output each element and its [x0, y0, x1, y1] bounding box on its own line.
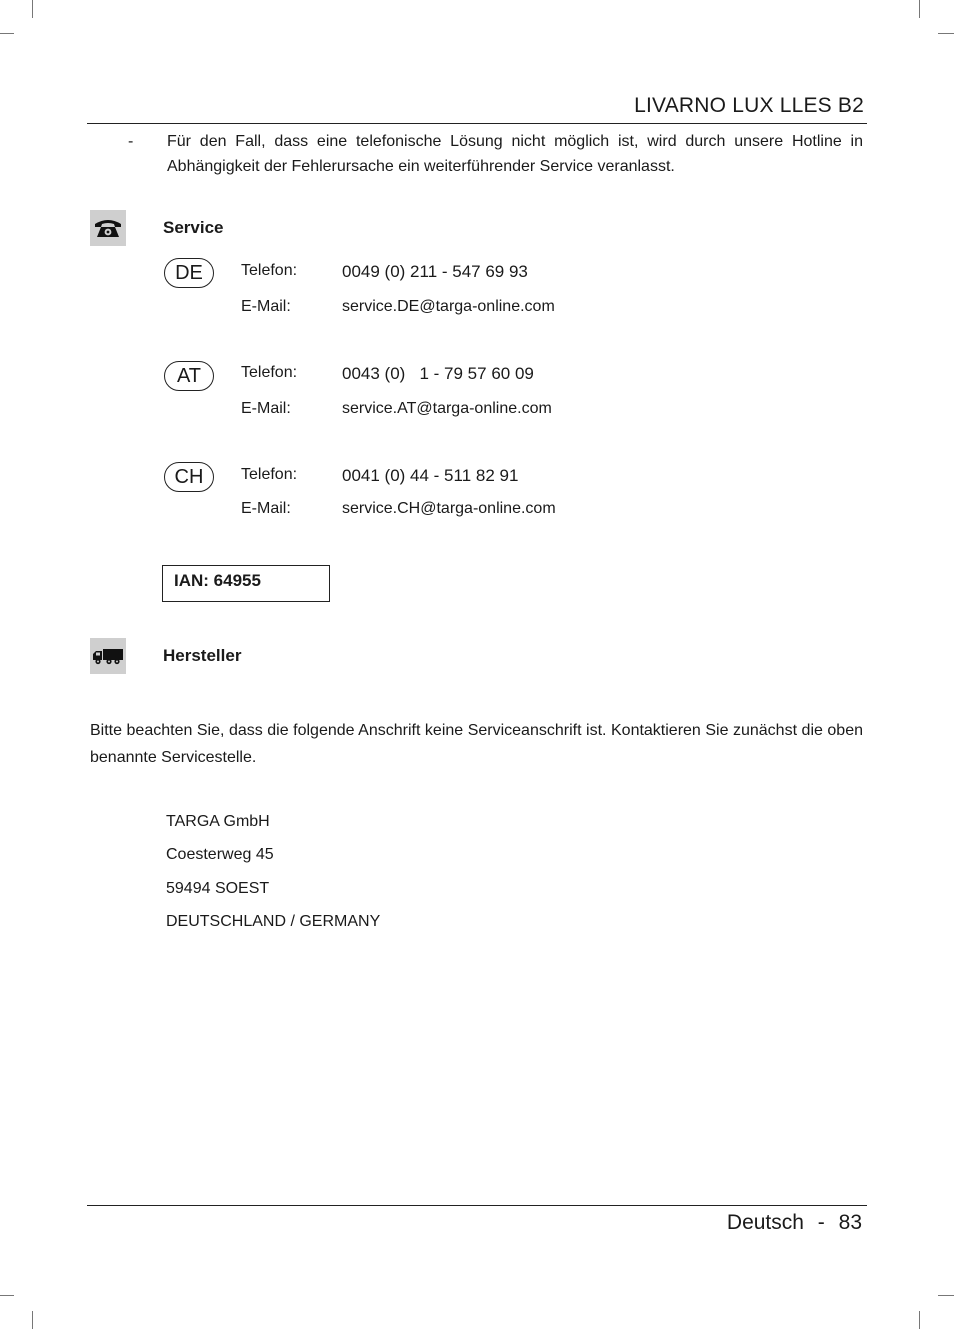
country-badge-at: AT: [164, 361, 214, 391]
crop-mark: [0, 33, 14, 34]
footer-rule: [87, 1205, 867, 1206]
phone-number-at: 0043 (0) 1 - 79 57 60 09: [342, 364, 534, 383]
crop-mark: [938, 1295, 954, 1296]
email-label: E-Mail:: [241, 500, 291, 517]
crop-mark: [919, 1311, 920, 1329]
phone-label: Telefon:: [241, 262, 298, 279]
telephone-icon: [90, 210, 126, 246]
ian-box: [162, 565, 330, 602]
manufacturer-note: Bitte beachten Sie, dass die folgende Anschrift keine Serviceanschrift ist. Kontaktieren Sie zunächst die oben benannte Servicestelle.: [90, 722, 863, 766]
manufacturer-title: Hersteller: [163, 646, 242, 665]
address-line-country: DEUTSCHLAND / GERMANY: [166, 913, 381, 930]
crop-mark: [32, 1311, 33, 1329]
footer-separator: -: [817, 1211, 825, 1234]
address-line-street: Coesterweg 45: [166, 846, 274, 863]
crop-mark: [938, 33, 954, 34]
footer-language: Deutsch: [726, 1211, 804, 1234]
email-ch: service.CH@targa-online.com: [342, 500, 556, 517]
address-line-company: TARGA GmbH: [166, 813, 270, 830]
ian-number: IAN: 64955: [174, 571, 261, 590]
footer: [727, 1211, 862, 1235]
phone-label: Telefon:: [241, 466, 298, 483]
email-at: service.AT@targa-online.com: [342, 400, 552, 417]
bullet-dash: -: [128, 133, 134, 150]
phone-number-ch: 0041 (0) 44 - 511 82 91: [342, 466, 519, 485]
page-number: 83: [838, 1211, 862, 1234]
country-badge-ch: CH: [164, 462, 214, 492]
email-label: E-Mail:: [241, 298, 291, 315]
crop-mark: [0, 1295, 14, 1296]
truck-icon: [90, 638, 126, 674]
email-label: E-Mail:: [241, 400, 291, 417]
phone-label: Telefon:: [241, 364, 298, 381]
crop-mark: [919, 0, 920, 18]
service-title: Service: [163, 218, 224, 237]
intro-paragraph: Für den Fall, dass eine telefonische Lösung nicht möglich ist, wird durch unsere Hotline in Abhängigkeit der Fehlerursache ein weiterführender Service veranlasst.: [167, 133, 863, 175]
email-de: service.DE@targa-online.com: [342, 298, 555, 315]
crop-mark: [32, 0, 33, 18]
header-title: LIVARNO LUX LLES B2: [634, 94, 864, 117]
header-rule: [87, 123, 867, 124]
address-line-city: 59494 SOEST: [166, 880, 270, 897]
phone-number-de: 0049 (0) 211 - 547 69 93: [342, 262, 528, 281]
country-badge-de: DE: [164, 258, 214, 288]
